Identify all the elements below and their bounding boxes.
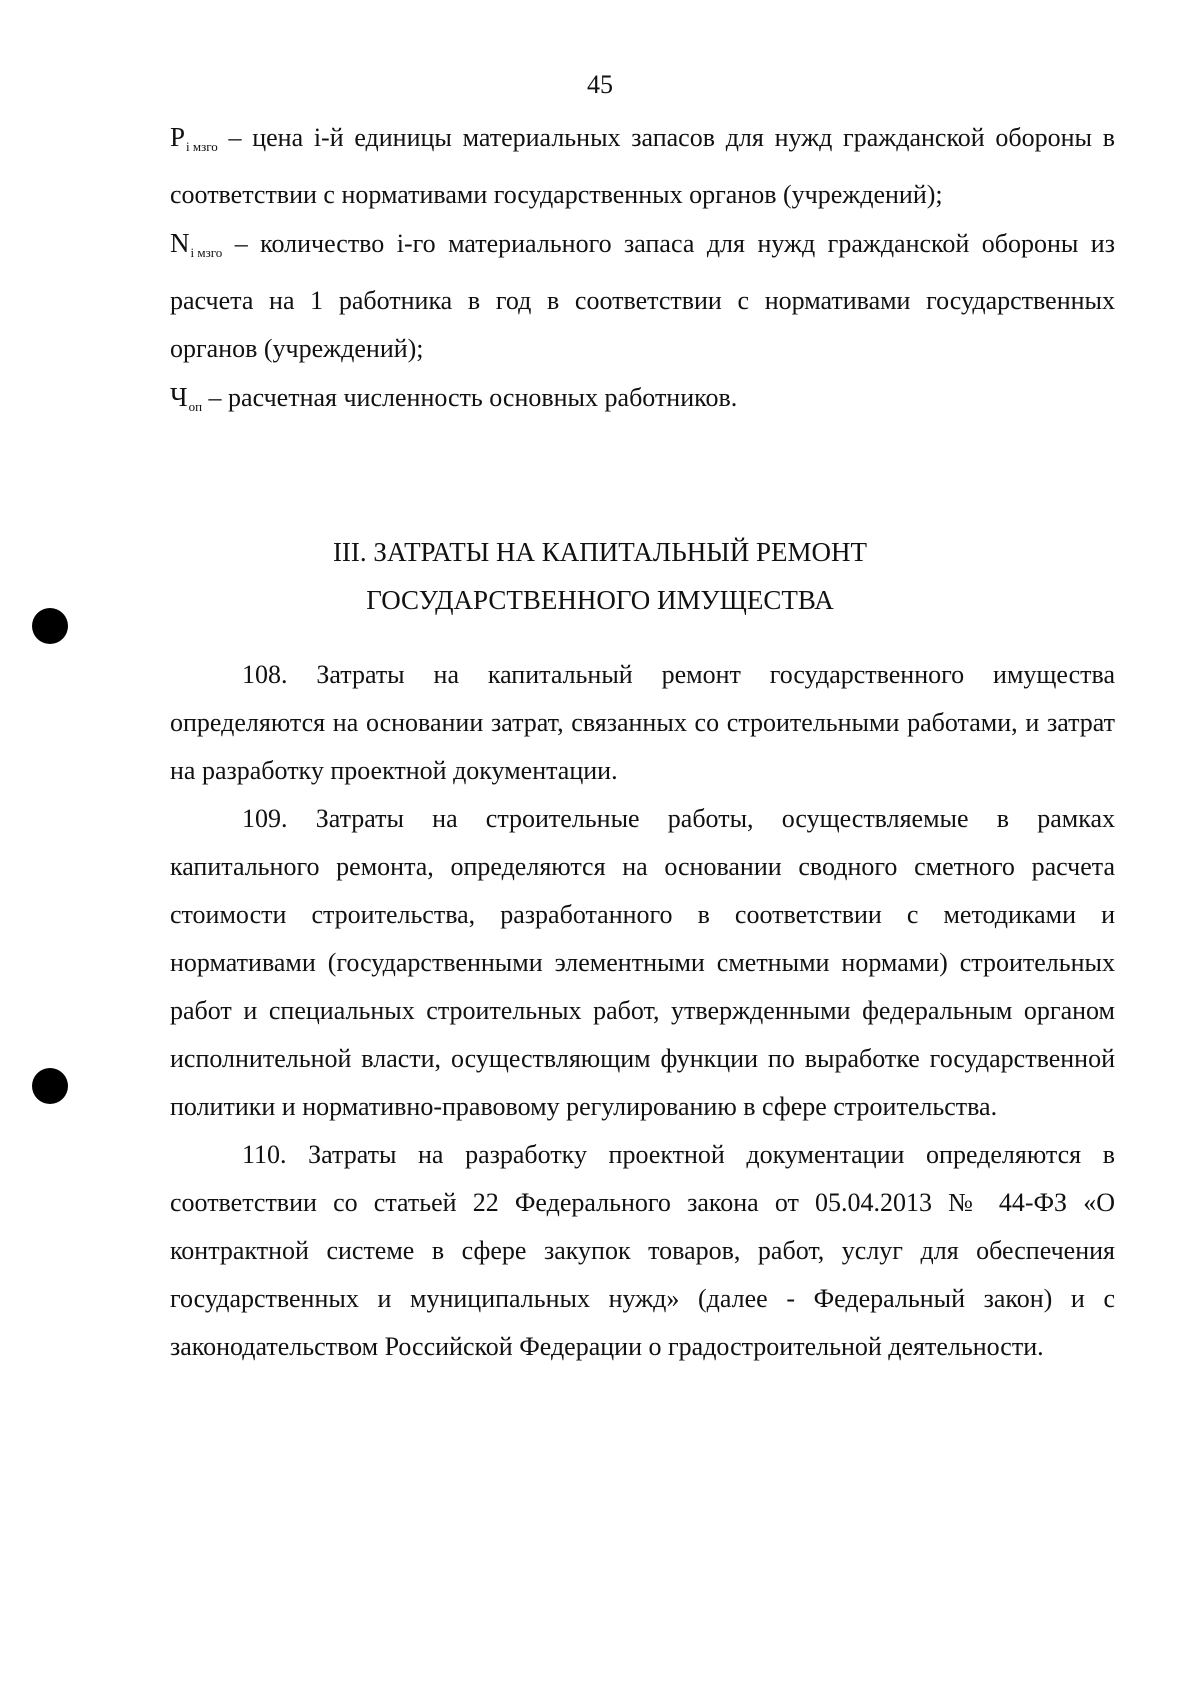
section-heading <box>0 528 1200 624</box>
formula-symbol: $P_{i мзго}$ <box>170 122 218 154</box>
binder-hole-bottom <box>32 1068 68 1104</box>
paragraph-110: 110. Затраты на разработку проектной документации определяются в соответствии со статьей 22 Федерального закона от 05.04.2013 № 44-ФЗ «О контрактной системе в сфере закупок товаров, работ, услуг для обеспечения государственных и муниципальных нужд» (далее - Федеральный закон) и с законодательством Российской Федерации о градостроительной деятельности. <box>170 1140 1115 1361</box>
definition-text: – цена i-й единицы материальных запасов для нужд гражданской обороны в соответствии с нормативами государственных органов (учреждений); <box>170 123 1115 209</box>
page-number: 45 <box>587 70 613 99</box>
section-title-line-1: III. ЗАТРАТЫ НА КАПИТАЛЬНЫЙ РЕМОНТ <box>332 537 868 567</box>
section-title-line-2: ГОСУДАРСТВЕННОГО ИМУЩЕСТВА <box>366 585 834 615</box>
definition-item <box>170 219 1115 373</box>
paragraph-108: 108. Затраты на капитальный ремонт государственного имущества определяются на основании затрат, связанных со строительными работами, и затрат на разработку проектной документации. <box>170 660 1115 785</box>
section-body <box>170 651 1115 1371</box>
paragraph-109: 109. Затраты на строительные работы, осуществляемые в рамках капитального ремонта, определяются на основании сводного сметного расчета стоимости строительства, разработанного в соответствии с методиками и нормативами (государственными элементными сметными нормами) строительных работ и специальных строительных работ, утвержденными федеральным органом исполнительной власти, осуществляющим функции по выработке государственной политики и нормативно-правовому регулированию в сфере строительства. <box>170 804 1115 1121</box>
definitions-list <box>170 113 1115 431</box>
definition-item <box>170 113 1115 219</box>
formula-symbol: $Ч_{оп}$ <box>170 382 203 414</box>
formula-symbol: $N_{i мзго}$ <box>170 228 223 260</box>
definition-item <box>170 373 1115 431</box>
definition-text: – количество i-го материального запаса для нужд гражданской обороны из расчета на 1 работника в год в соответствии с нормативами государственных органов (учреждений); <box>170 229 1115 363</box>
definition-text: – расчетная численность основных работников. <box>202 383 738 412</box>
